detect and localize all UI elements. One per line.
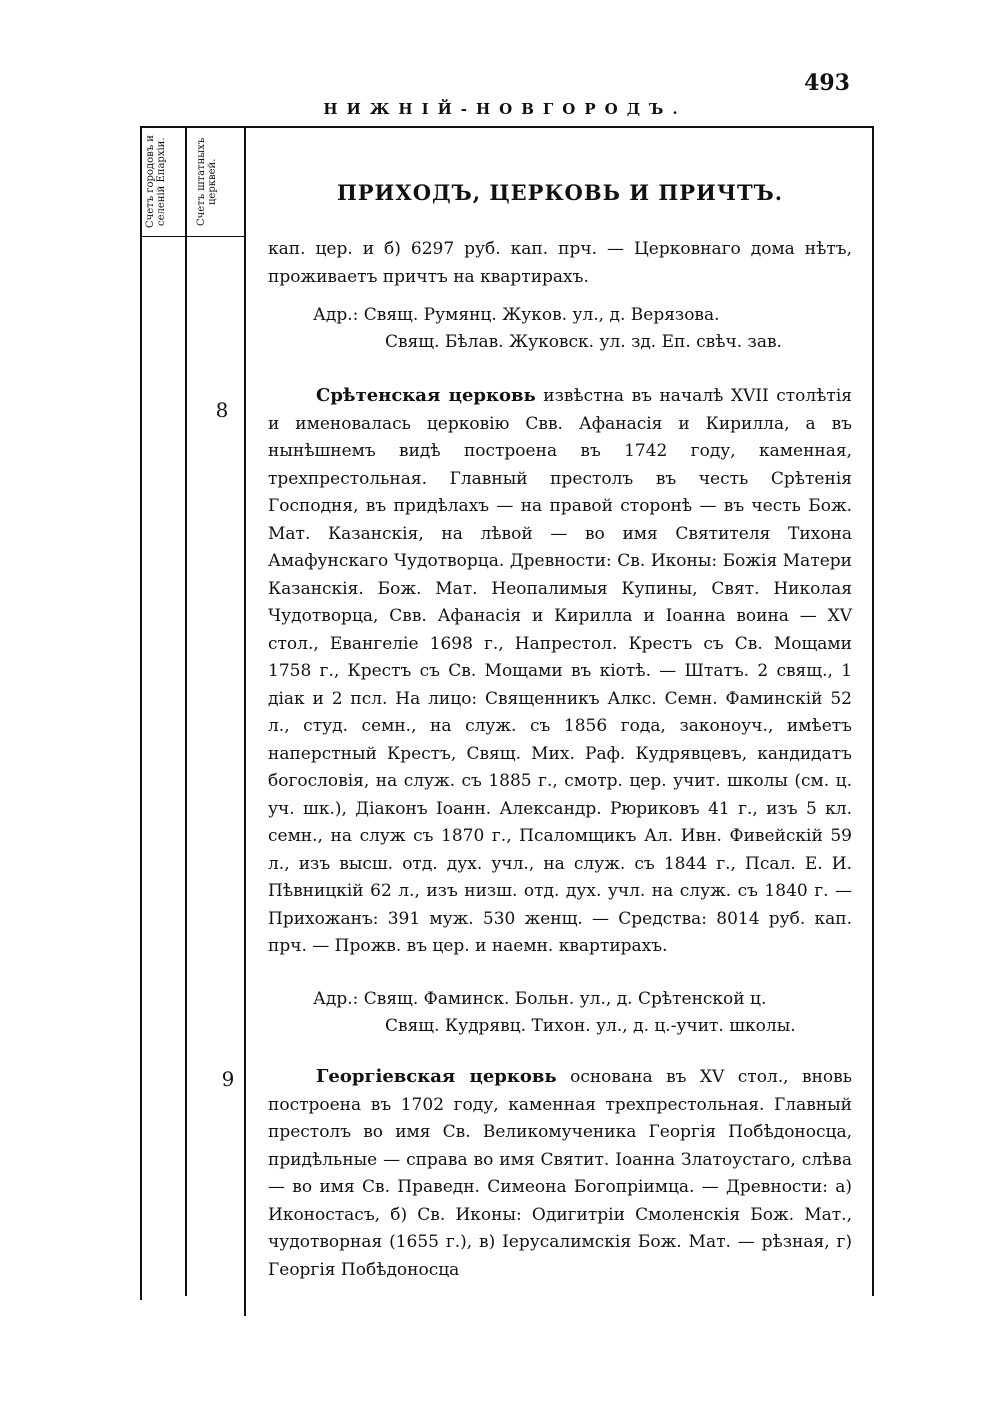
address-line: Свящ. Кудрявц. Тихон. ул., д. ц.-учит. школы. [385,1016,796,1036]
header-bottom-rule [140,236,246,237]
column-rule-left-body [140,236,142,1300]
church-entry [268,1063,852,1284]
address-block-1 [268,302,858,356]
page-number: 493 [804,70,850,96]
address-line: Адр.: Свящ. Румянц. Жуков. ул., д. Верязова. [313,305,720,325]
church-name: Срѣтенская церковь [316,385,536,406]
address-line: Адр.: Свящ. Фаминск. Больн. ул., д. Срѣтенской ц. [313,989,767,1009]
column-rule-middle [185,126,187,1296]
continuation-text: кап. цер. и б) 6297 руб. кап. прч. — Церковнаго дома нѣтъ, проживаетъ причтъ на квартирахъ. [268,239,852,287]
church-number: 9 [221,1067,235,1091]
section-title: ПРИХОДЪ, ЦЕРКОВЬ И ПРИЧТЪ. [336,180,784,205]
column-header-churches: Счетъ штатныхъ церквей. [196,137,218,227]
column-header-settlements: Счетъ городовъ и селеній Епархіи. [145,135,167,229]
table-top-rule [140,126,874,128]
church-name: Георгіевская церковь [316,1066,557,1087]
running-head: НИЖНІЙ-НОВГОРОДЪ. [323,100,687,118]
address-block-2 [268,986,858,1040]
church-description: основана въ XV стол., вновь построена въ 1702 году, каменная трехпрестольная. Главный престолъ во имя Св. Великомученика Георгія Побѣдоносца, придѣльные — справа во имя Святит. Іоанна Златоустаго, слѣва — во имя Св. Праведн. Симеона Богопріимца. — Древности: а) Иконостасъ, б) Св. Иконы: Одигитріи Смоленскія Бож. Мат., чудотворная (1655 г.), в) Іерусалимскія Бож. Мат. — рѣзная, г) Георгія Побѣдоносца [268,1067,852,1280]
continuation-paragraph [268,236,852,291]
church-description: извѣстна въ началѣ XVII столѣтія и именовалась церковію Свв. Афанасія и Кирилла, а въ нынѣшнемъ видѣ построена въ 1742 году, каменная, трехпрестольная. Главный престолъ въ честь Срѣтенія Господня, въ придѣлахъ — на правой сторонѣ — въ честь Бож. Мат. Казанскія, на лѣвой — во имя Святителя Тихона Амафунскаго Чудотворца. Древности: Св. Иконы: Божія Матери Казанскія. Бож. Мат. Неопалимыя Купины, Свят. Николая Чудотворца, Свв. Афанасія и Кирилла и Іоанна воина — XV стол., Евангеліе 1698 г., Напрестол. Крестъ съ Св. Мощами 1758 г., Крестъ съ Св. Мощами въ кіотѣ. — Штатъ. 2 свящ., 1 діак и 2 псл. На лицо: Священникъ Алкс. Семн. Фаминскій 52 л., студ. семн., на служ. съ 1856 года, законоуч., имѣетъ наперстный Крестъ, Свящ. Мих. Раф. Кудрявцевъ, кандидатъ богословія, на служ. съ 1885 г., смотр. цер. учит. школы (см. ц. уч. шк.), Діаконъ Іоанн. Александр. Рюриковъ 41 г., изъ 5 кл. семн., на служ съ 1870 г., Псаломщикъ Ал. Ивн. Фивейскій 59 л., изъ высш. отд. дух. учл., на служ. съ 1844 г., Псал. Е. И. Пѣвницкій 62 л., изъ низш. отд. дух. учл. на служ. съ 1840 г. — Прихожанъ: 391 муж. 530 женщ. — Средства: 8014 руб. кап. прч. — Прожв. въ цер. и наемн. квартирахъ. [268,386,852,956]
column-rule-text [244,126,246,1316]
column-rule-left [140,126,142,236]
church-entry [268,382,852,961]
church-number: 8 [215,398,229,422]
column-rule-right [872,126,874,1296]
address-line: Свящ. Бѣлав. Жуковск. ул. зд. Еп. свѣч. зав. [385,332,782,352]
